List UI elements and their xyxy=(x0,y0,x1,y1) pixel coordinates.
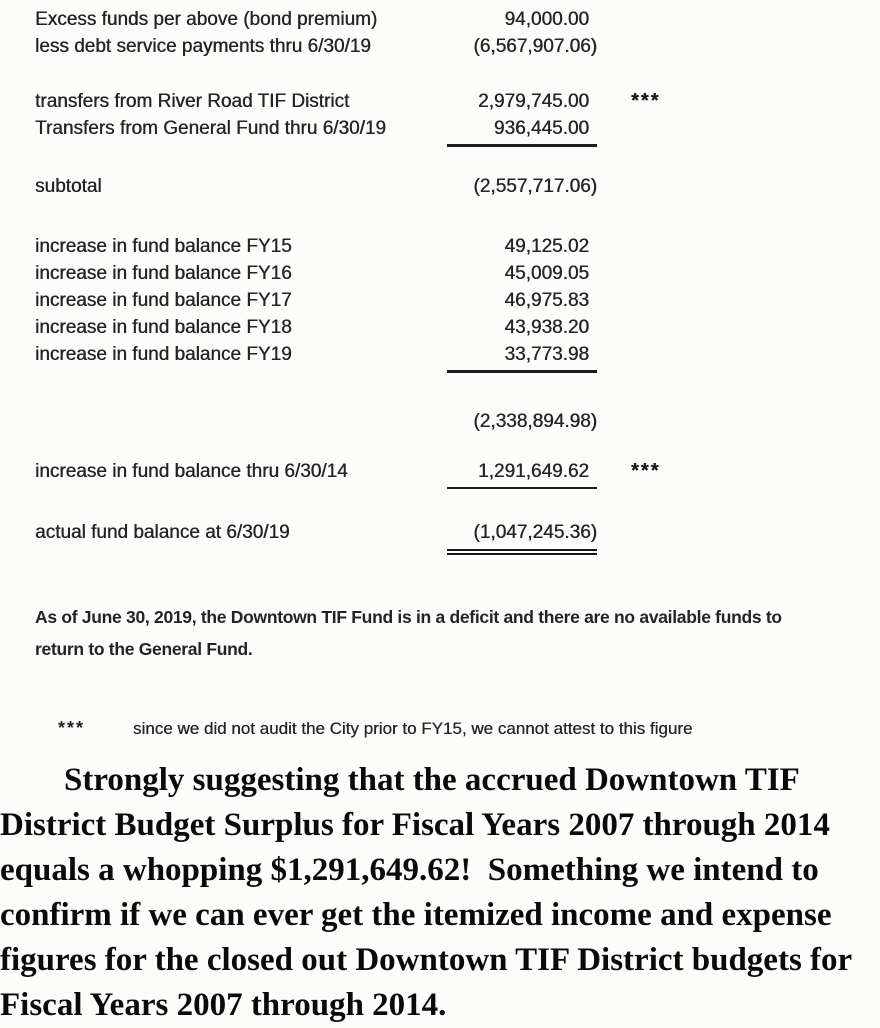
ledger-row-amount: 49,125.02 xyxy=(504,236,589,257)
commentary-line: equals a whopping $1,291,649.62! Something we intend to xyxy=(0,852,819,888)
commentary-paragraph xyxy=(0,758,880,1028)
footnote-asterisk-marker: *** xyxy=(58,718,86,738)
ledger-row-total xyxy=(35,408,880,435)
deficit-note-line: return to the General Fund. xyxy=(35,639,253,659)
ledger-row xyxy=(35,287,880,314)
ledger-row-amount: (6,567,907.06) xyxy=(473,36,597,57)
ledger-row-label: Transfers from General Fund thru 6/30/19 xyxy=(35,118,386,139)
ledger-row-label: increase in fund balance FY18 xyxy=(35,317,292,338)
ledger-row-label: increase in fund balance FY16 xyxy=(35,263,292,284)
ledger-row-label: actual fund balance at 6/30/19 xyxy=(35,522,290,543)
deficit-note-paragraph xyxy=(35,601,880,665)
ledger-row-amount: 33,773.98 xyxy=(447,341,597,373)
commentary-line: Fiscal Years 2007 through 2014. xyxy=(0,987,447,1023)
ledger-row-label: increase in fund balance thru 6/30/14 xyxy=(35,461,348,482)
ledger-row xyxy=(35,115,880,147)
ledger-row xyxy=(35,341,880,373)
ledger-row-label: less debt service payments thru 6/30/19 xyxy=(35,36,371,57)
ledger-row-final-balance xyxy=(35,519,880,551)
ledger-row-amount: 94,000.00 xyxy=(504,9,589,30)
ledger-row-amount: (1,047,245.36) xyxy=(447,519,597,551)
commentary-line: District Budget Surplus for Fiscal Years 2007 through 2014 xyxy=(0,807,830,843)
unaudited-figure-marker: *** xyxy=(631,460,661,482)
ledger-row-amount: 43,938.20 xyxy=(504,317,589,338)
ledger-row xyxy=(35,88,880,115)
ledger-row xyxy=(35,260,880,287)
deficit-note-line: As of June 30, 2019, the Downtown TIF Fund is in a deficit and there are no available funds to xyxy=(35,607,782,627)
unaudited-figure-marker: *** xyxy=(631,90,661,112)
ledger-row-label: increase in fund balance FY17 xyxy=(35,290,292,311)
commentary-line: Strongly suggesting that the accrued Downtown TIF xyxy=(64,762,800,798)
ledger-row-amount: 2,979,745.00 xyxy=(478,91,589,112)
ledger-row xyxy=(35,314,880,341)
ledger-row-amount: 45,009.05 xyxy=(504,263,589,284)
ledger-row xyxy=(35,33,880,60)
commentary-line: confirm if we can ever get the itemized income and expense xyxy=(0,897,832,933)
ledger-row-amount: 936,445.00 xyxy=(447,115,597,147)
ledger-row-amount: 46,975.83 xyxy=(504,290,589,311)
audit-footnote xyxy=(35,715,880,742)
ledger-row-amount: (2,338,894.98) xyxy=(473,411,597,432)
ledger-row-label: increase in fund balance FY19 xyxy=(35,344,292,365)
ledger-row-label: subtotal xyxy=(35,176,102,197)
ledger-row-subtotal xyxy=(35,173,880,200)
ledger-row xyxy=(35,233,880,260)
ledger-row-amount: 1,291,649.62 xyxy=(447,458,597,489)
ledger-row xyxy=(35,6,880,33)
ledger-row-label: increase in fund balance FY15 xyxy=(35,236,292,257)
commentary-line: figures for the closed out Downtown TIF District budgets for xyxy=(0,942,853,978)
ledger-row-amount: (2,557,717.06) xyxy=(473,176,597,197)
footnote-text: since we did not audit the City prior to FY15, we cannot attest to this figure xyxy=(133,719,693,738)
ledger-row-label: Excess funds per above (bond premium) xyxy=(35,9,378,30)
ledger-row-label: transfers from River Road TIF District xyxy=(35,91,350,112)
ledger-row-total xyxy=(35,458,880,489)
